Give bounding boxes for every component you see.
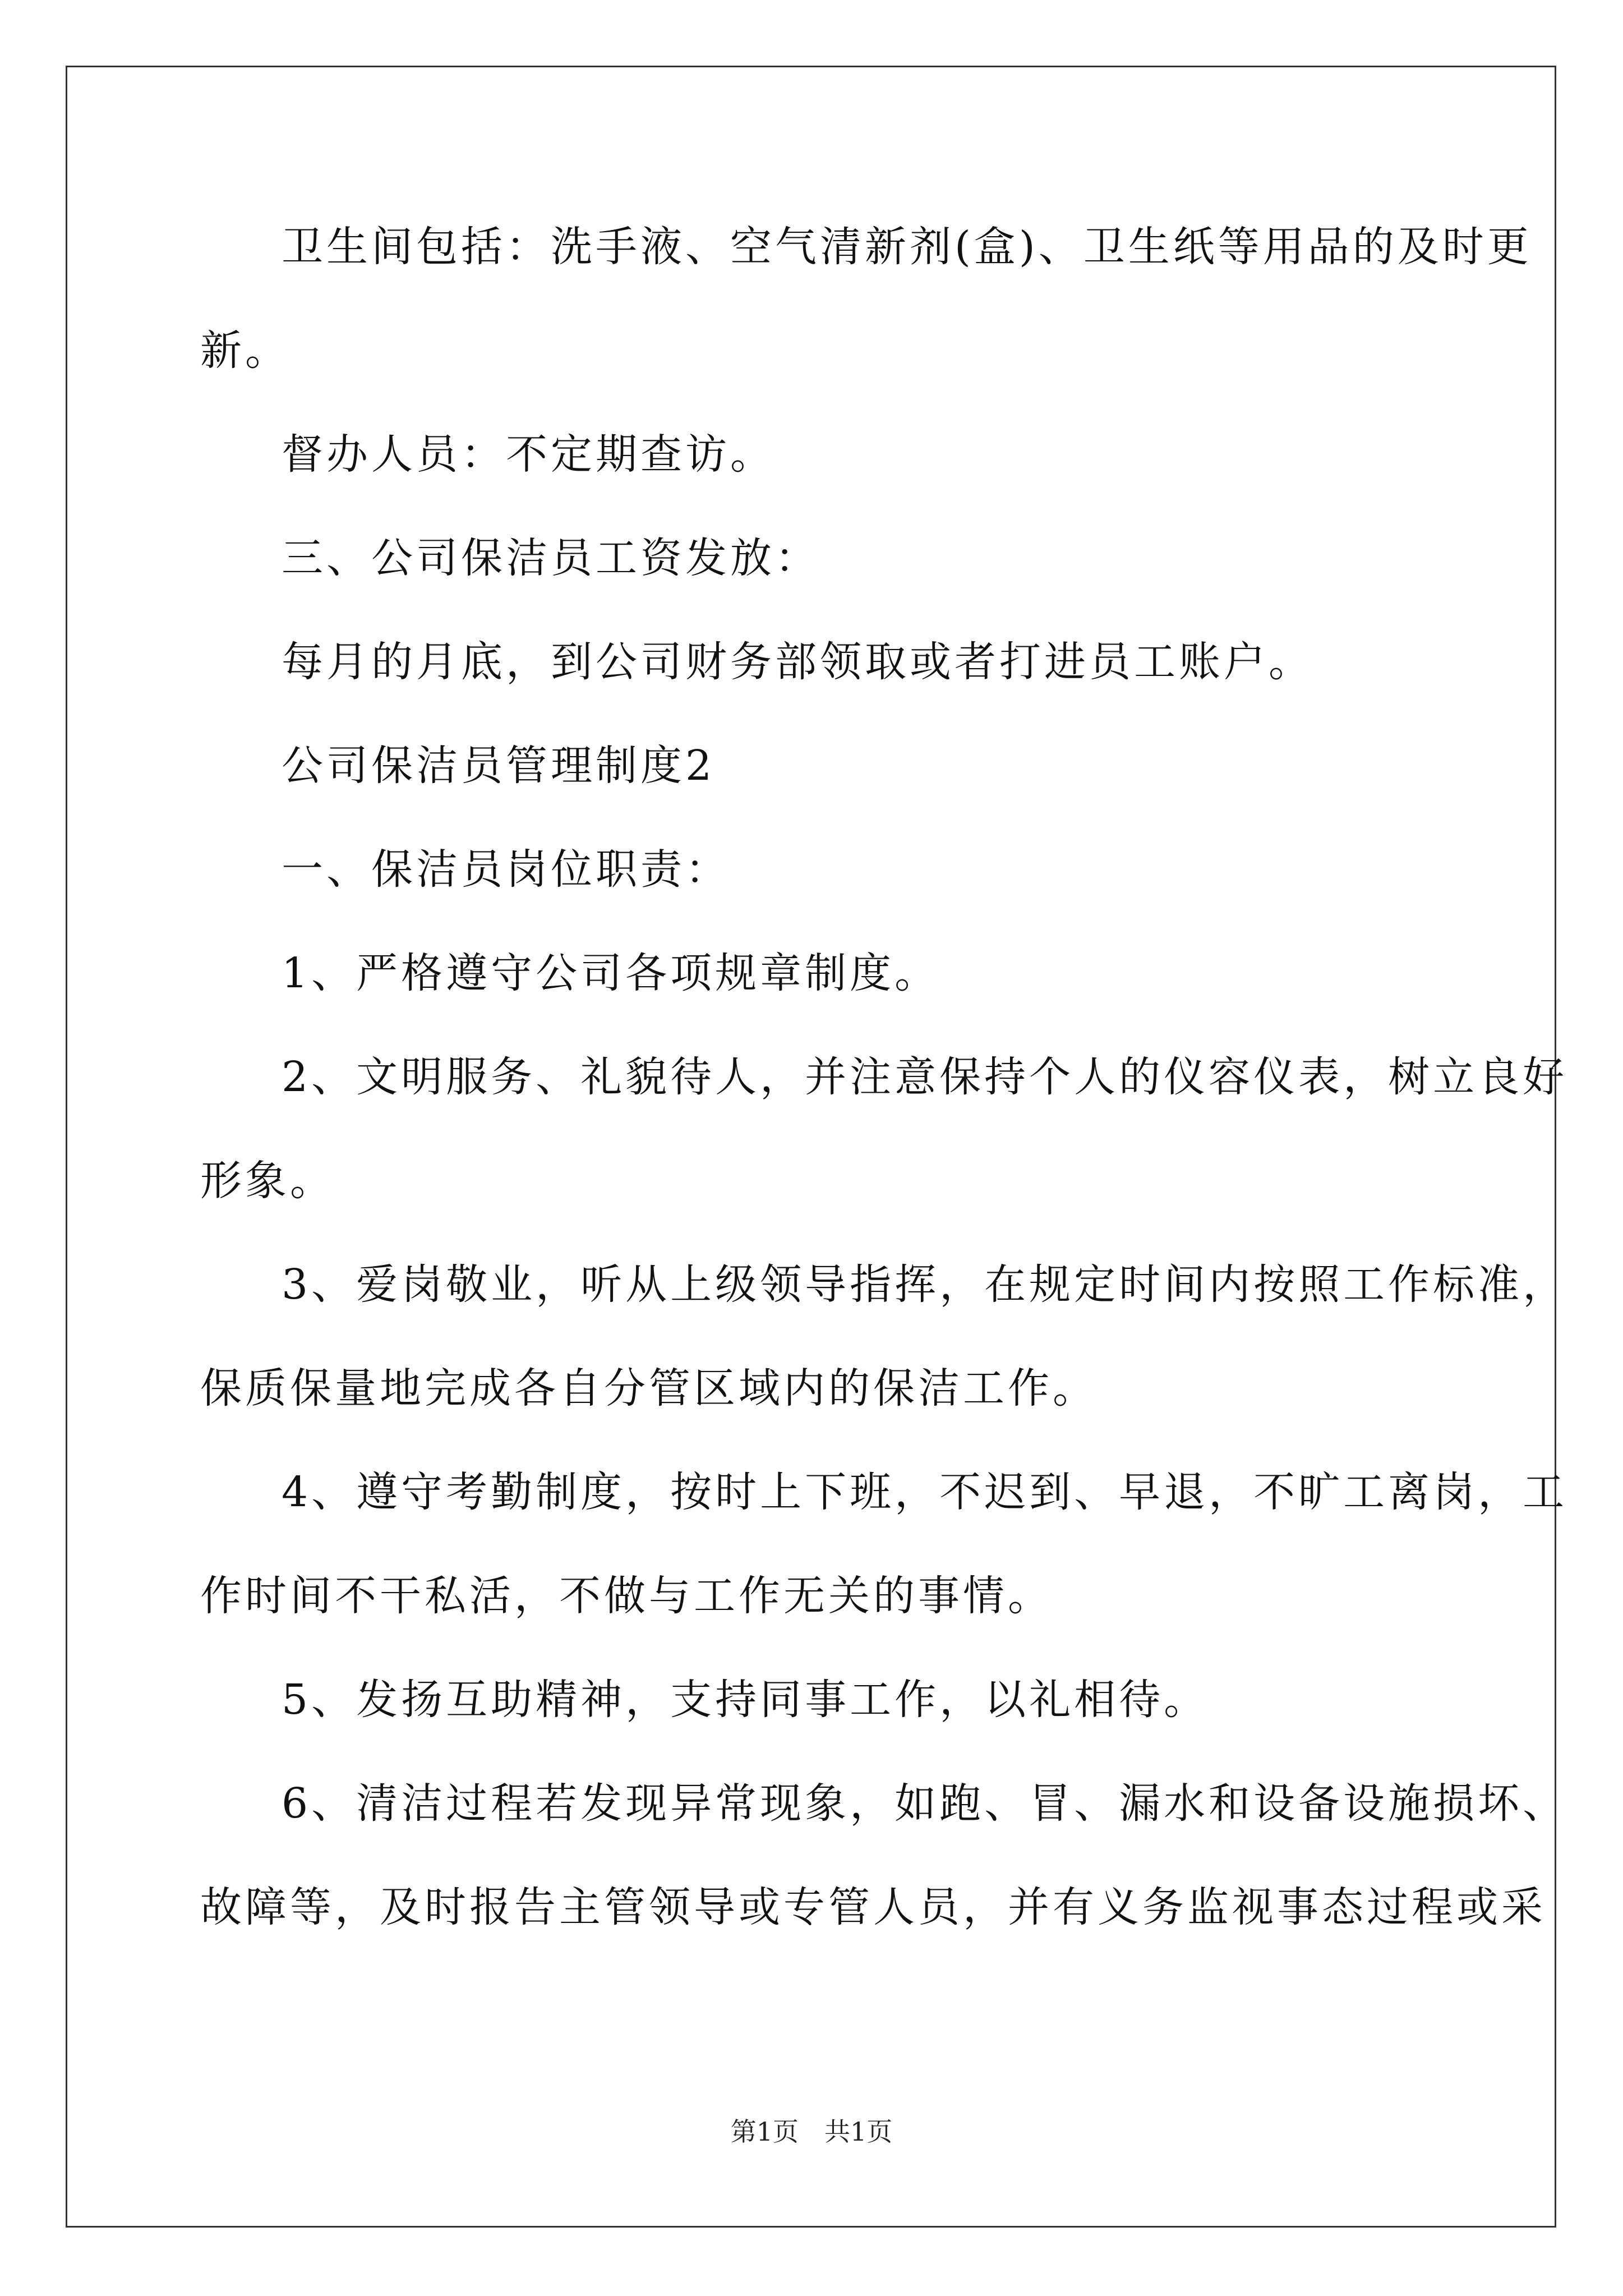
paragraph-line: 督办人员：不定期查访。 [282, 430, 775, 478]
section-heading: 三、公司保洁员工资发放： [282, 534, 820, 582]
page-number-footer: 第1页 共1页 [730, 2116, 893, 2147]
paragraph-line: 每月的月底，到公司财务部领取或者打进员工账户。 [282, 638, 1313, 686]
section-heading: 一、保洁员岗位职责： [282, 845, 730, 894]
list-item: 1、严格遵守公司各项规章制度。 [282, 949, 940, 997]
paragraph-line: 卫生间包括：洗手液、空气清新剂(盒)、卫生纸等用品的及时更 [282, 223, 1532, 271]
list-item: 3、爱岗敬业，听从上级领导指挥，在规定时间内按照工作标准， [282, 1260, 1568, 1309]
list-item-continuation: 保质保量地完成各自分管区域内的保洁工作。 [200, 1364, 1098, 1412]
list-item-continuation: 故障等，及时报告主管领导或专管人员，并有义务监视事态过程或采 [200, 1883, 1546, 1931]
list-item: 5、发扬互助精神，支持同事工作，以礼相待。 [282, 1676, 1209, 1724]
list-item: 4、遵守考勤制度，按时上下班，不迟到、早退，不旷工离岗，工 [282, 1468, 1568, 1516]
paragraph-line: 新。 [200, 326, 290, 375]
document-title: 公司保洁员管理制度2 [282, 742, 716, 790]
list-item-continuation: 作时间不干私活，不做与工作无关的事情。 [200, 1572, 1053, 1620]
list-item-continuation: 形象。 [200, 1157, 335, 1205]
list-item: 2、文明服务、礼貌待人，并注意保持个人的仪容仪表，树立良好 [282, 1053, 1568, 1101]
list-item: 6、清洁过程若发现异常现象，如跑、冒、漏水和设备设施损坏、 [282, 1779, 1568, 1828]
